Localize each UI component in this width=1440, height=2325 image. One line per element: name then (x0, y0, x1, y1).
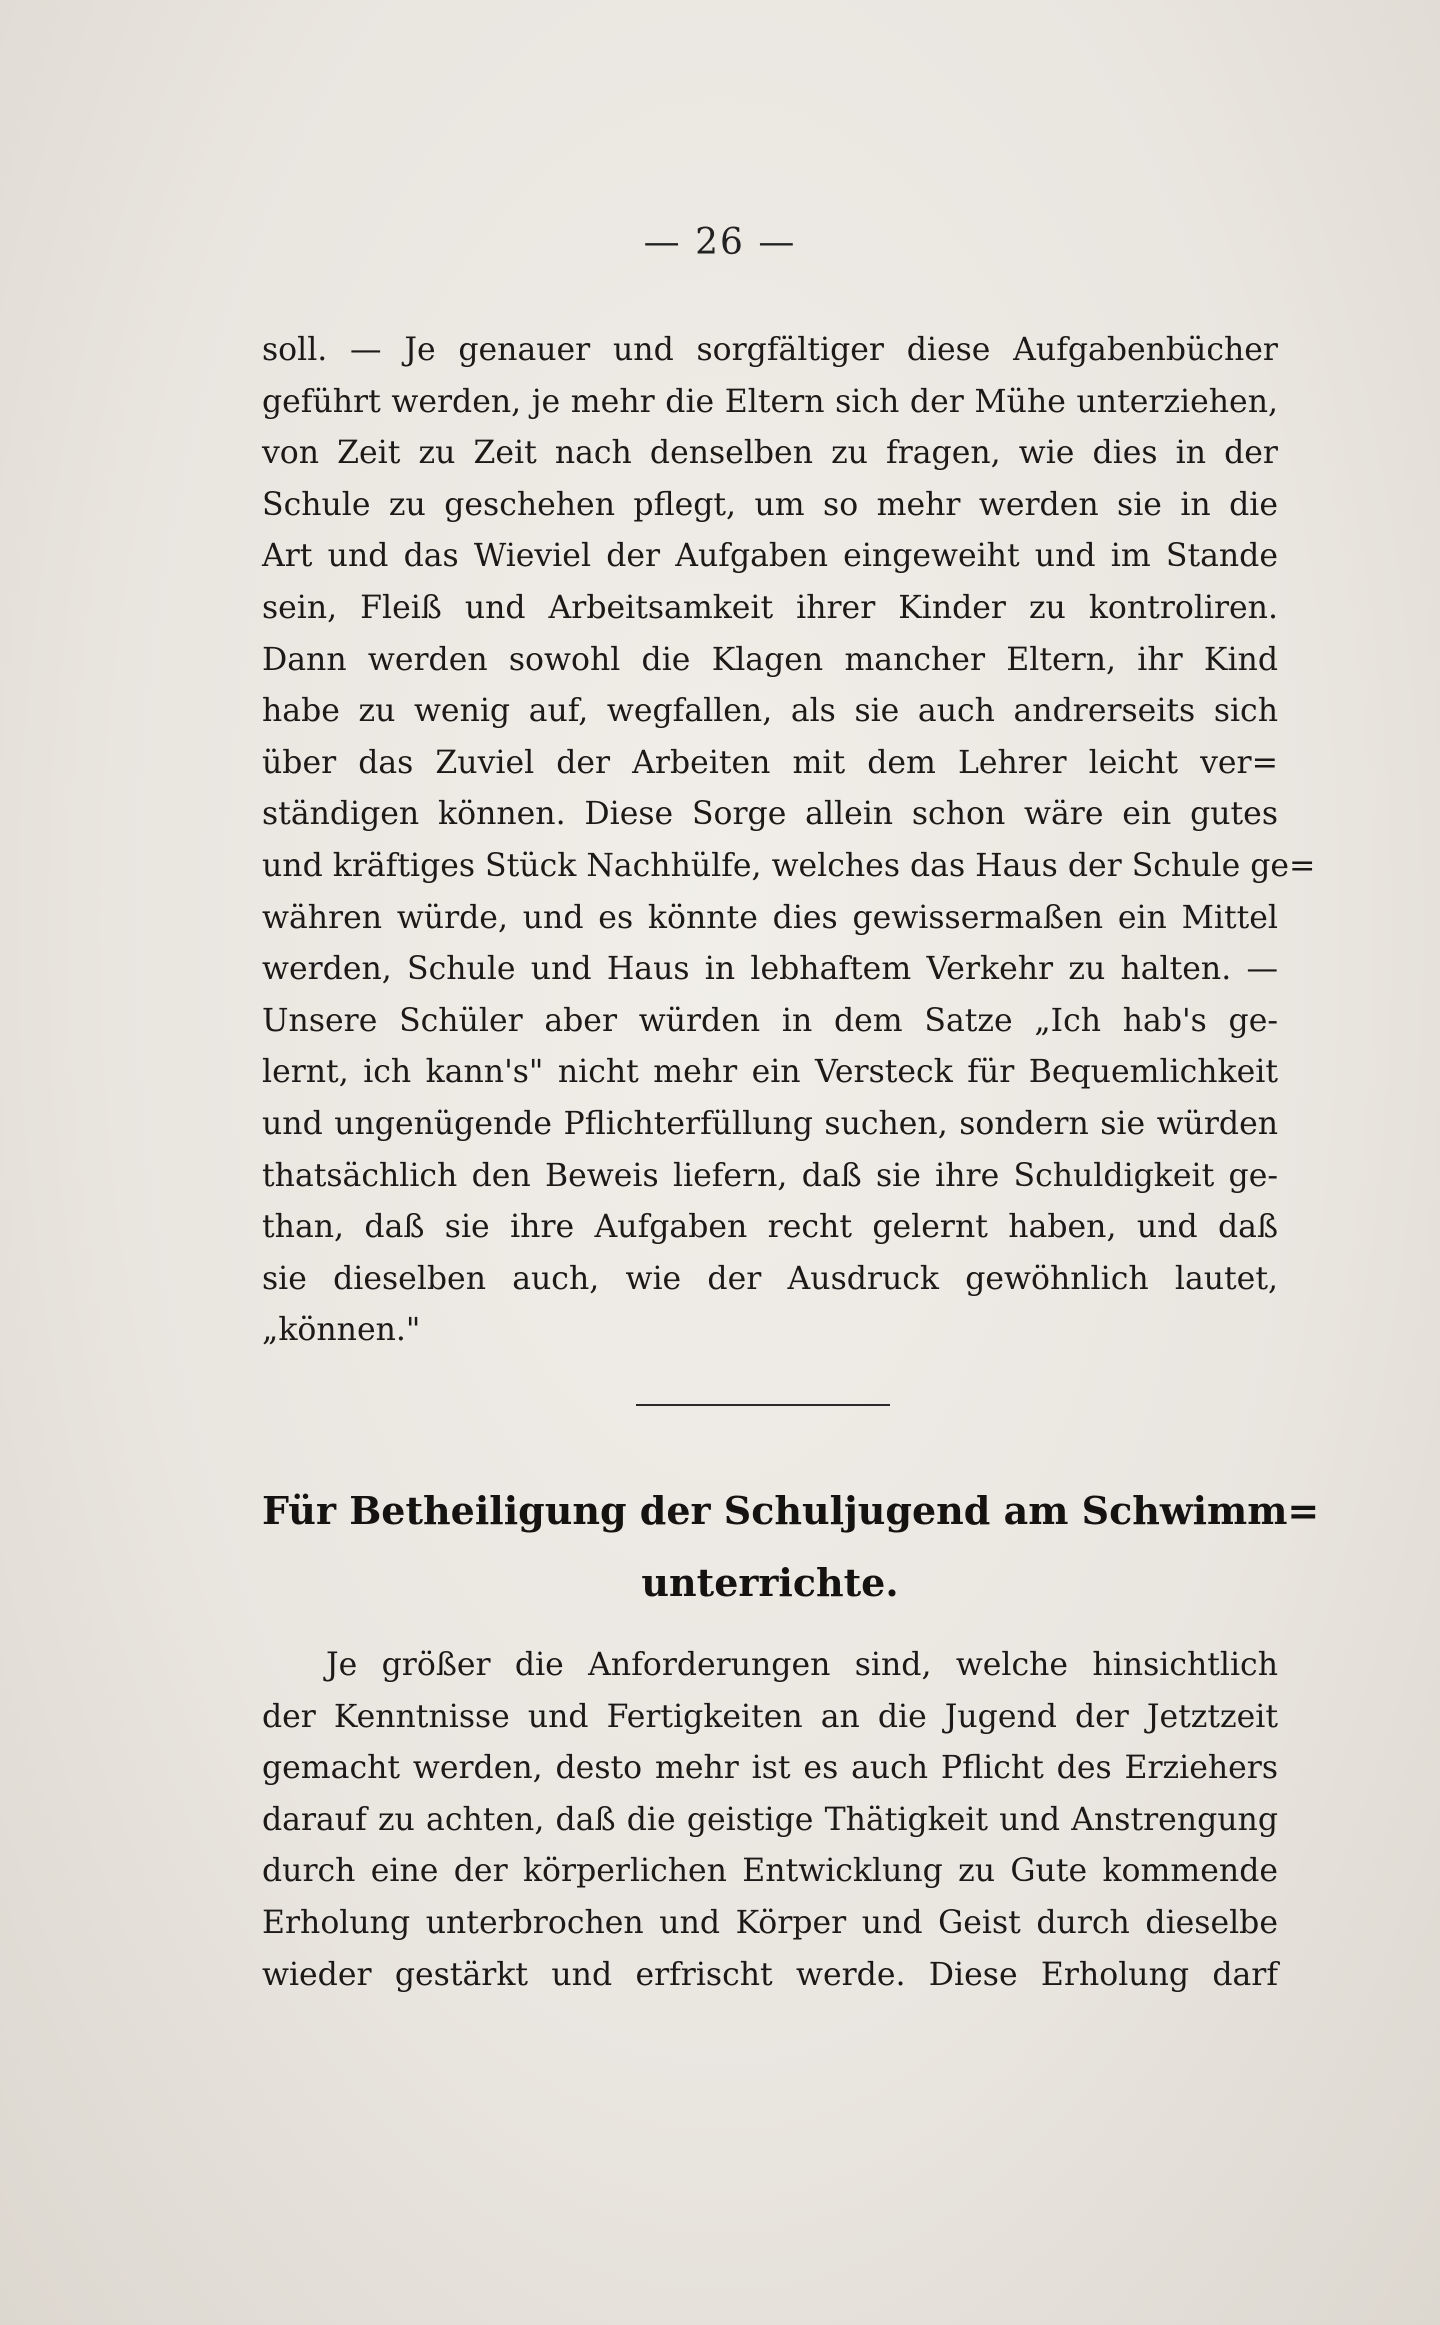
text-line: habe zu wenig auf, wegfallen, als sie auch andrerseits sich (262, 693, 1278, 730)
text-line: thatsächlich den Beweis liefern, daß sie ihre Schuldigkeit ge- (262, 1157, 1278, 1194)
text-line: sie dieselben auch, wie der Ausdruck gewöhnlich lautet, (262, 1260, 1278, 1297)
text-line: Schule zu geschehen pflegt, um so mehr werden sie in die (262, 486, 1278, 523)
text-line: soll. — Je genauer und sorgfältiger diese Aufgabenbücher (262, 332, 1278, 368)
paragraph-aufgabenbuecher (262, 325, 1316, 1357)
text-line: und ungenügende Pflichterfüllung suchen, sondern sie würden (262, 1105, 1278, 1142)
text-line: werden, Schule und Haus in lebhaftem Verkehr zu halten. — (262, 951, 1278, 988)
text-line: „können." (262, 1312, 421, 1349)
text-line: von Zeit zu Zeit nach denselben zu fragen, wie dies in der (262, 435, 1278, 472)
section-heading-line-2: unterrichte. (641, 1560, 899, 1605)
text-line: Art und das Wieviel der Aufgaben eingeweiht und im Stande (262, 538, 1278, 575)
paragraph-schwimmunterricht (262, 1640, 1278, 2001)
text-line: gemacht werden, desto mehr ist es auch Pflicht des Erziehers (262, 1750, 1278, 1787)
text-line: lernt, ich kann's" nicht mehr ein Versteck für Bequemlichkeit (262, 1054, 1278, 1091)
text-line: darauf zu achten, daß die geistige Thätigkeit und Anstrengung (262, 1801, 1278, 1838)
text-line: Dann werden sowohl die Klagen mancher Eltern, ihr Kind (262, 641, 1278, 678)
text-line: Unsere Schüler aber würden in dem Satze „Ich hab's ge- (262, 1002, 1278, 1039)
section-divider (636, 1404, 890, 1406)
page-number: — 26 — (643, 222, 797, 263)
text-line: der Kenntnisse und Fertigkeiten an die Jugend der Jetztzeit (262, 1698, 1278, 1735)
text-line: durch eine der körperlichen Entwicklung zu Gute kommende (262, 1853, 1278, 1890)
text-line: geführt werden, je mehr die Eltern sich der Mühe unterziehen, (262, 383, 1278, 420)
text-line: über das Zuviel der Arbeiten mit dem Lehrer leicht ver= (262, 744, 1278, 781)
text-line: und kräftiges Stück Nachhülfe, welches das Haus der Schule ge= (262, 847, 1316, 884)
text-line: Erholung unterbrochen und Körper und Geist durch dieselbe (262, 1904, 1278, 1941)
text-line: than, daß sie ihre Aufgaben recht gelernt haben, und daß (262, 1209, 1278, 1246)
text-line: ständigen können. Diese Sorge allein schon wäre ein gutes (262, 796, 1278, 833)
section-heading-line-1: Für Betheiligung der Schuljugend am Schwimm= (262, 1488, 1320, 1533)
text-line: sein, Fleiß und Arbeitsamkeit ihrer Kinder zu kontroliren. (262, 589, 1278, 626)
text-line: wieder gestärkt und erfrischt werde. Diese Erholung darf (262, 1956, 1278, 1993)
text-line: Je größer die Anforderungen sind, welche hinsichtlich (326, 1647, 1278, 1683)
text-line: währen würde, und es könnte dies gewissermaßen ein Mittel (262, 899, 1278, 936)
